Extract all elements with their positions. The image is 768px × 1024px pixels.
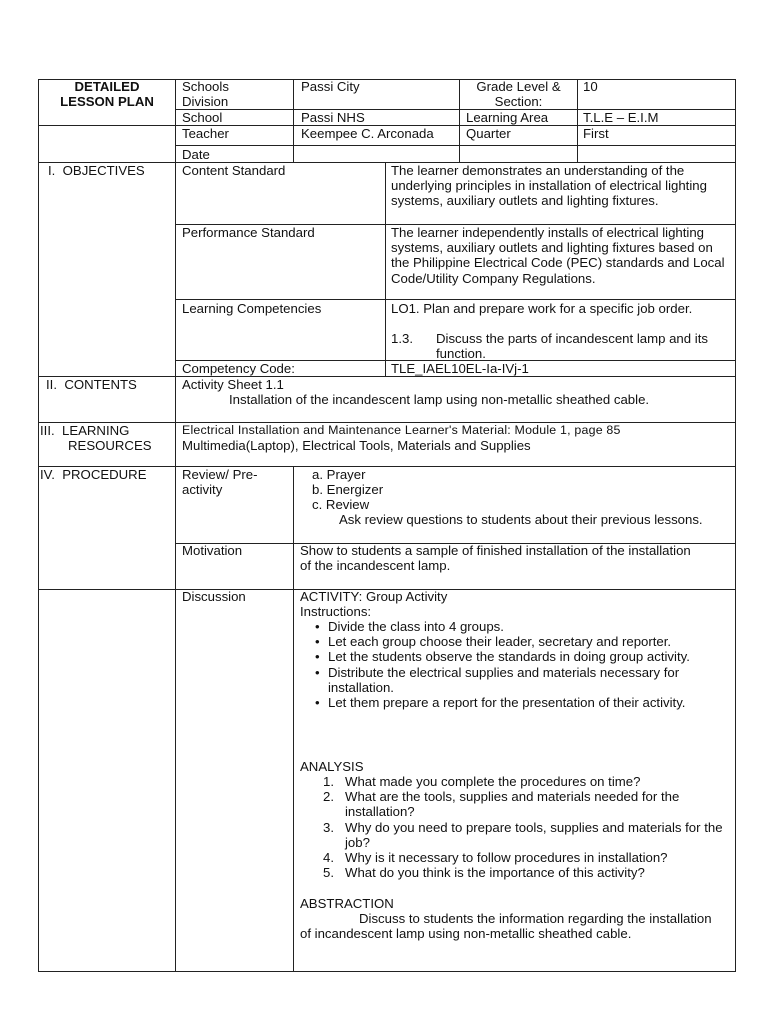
abstraction-text: Discuss to students the information regarding the installation of incandescent lamp using non-metallic sheathed cable. — [300, 911, 712, 942]
quarter-value: First — [583, 126, 609, 141]
question-text: Why do you need to prepare tools, supplies and materials for the job? — [345, 819, 723, 850]
instruction-item: • Divide the class into 4 groups. — [314, 619, 726, 634]
analysis-question — [323, 820, 723, 850]
contents-label: II. CONTENTS — [46, 377, 137, 392]
contents-line2: Installation of the incandescent lamp using non-metallic sheathed cable. — [229, 392, 650, 407]
question-number: 2. — [323, 789, 334, 805]
analysis-title: ANALYSIS — [300, 759, 364, 774]
school-label: School — [182, 110, 223, 125]
question-number: 4. — [323, 850, 334, 866]
question-text: What are the tools, supplies and materials needed for the installation? — [345, 789, 680, 820]
date-label: Date — [182, 147, 210, 162]
performance-standard-text: The learner independently installs of electrical lighting systems, auxiliary outlets and lighting fixtures based on the Philippine Electrical Code (PEC) standards and Local Code/Utility Company Regulations. — [391, 225, 725, 286]
review-text: Ask review questions to students about their previous lessons. — [339, 512, 703, 527]
analysis-question — [323, 850, 723, 865]
abstraction-title: ABSTRACTION — [300, 896, 394, 911]
learning-area-value: T.L.E – E.I.M — [583, 110, 659, 125]
schools-division-value: Passi City — [301, 79, 360, 94]
review-item-c: c. Review — [312, 497, 370, 512]
competency-code-label: Competency Code: — [182, 361, 295, 376]
learning-competency-text — [436, 331, 721, 361]
school-value: Passi NHS — [301, 110, 365, 125]
motivation-label: Motivation — [182, 543, 243, 558]
instruction-item: • Let the students observe the standards in doing group activity. — [314, 649, 726, 664]
instruction-item: • Let them prepare a report for the presentation of their activity. — [314, 695, 726, 710]
teacher-label: Teacher — [182, 126, 229, 141]
activity-instructions-list — [314, 619, 726, 710]
learning-competency-line: Discuss the parts of incandescent lamp and its function. — [436, 331, 708, 362]
question-number: 1. — [323, 774, 334, 789]
analysis-question — [323, 774, 723, 789]
competency-code-value: TLE_IAEL10EL-Ia-IVj-1 — [391, 361, 529, 376]
discussion-label: Discussion — [182, 589, 246, 604]
grade-level-label-2: Section: — [494, 94, 543, 109]
grade-level-value: 10 — [583, 79, 598, 94]
activity-title: ACTIVITY: Group Activity — [300, 589, 448, 604]
procedure-label: IV. PROCEDURE — [40, 467, 147, 482]
resources-line1: Electrical Installation and Maintenance Learner's Material: Module 1, page 85 — [182, 423, 621, 437]
teacher-value: Keempee C. Arconada — [301, 126, 434, 141]
instructions-label: Instructions: — [300, 604, 372, 619]
question-text: What made you complete the procedures on time? — [345, 774, 641, 789]
content-standard-text: The learner demonstrates an understanding of the underlying principles in installation of electrical lighting systems, auxiliary outlets and lighting fixtures. — [391, 163, 707, 209]
performance-standard-label: Performance Standard — [182, 225, 315, 240]
grade-level-label-1: Grade Level & — [476, 79, 561, 94]
objectives-label: I. OBJECTIVES — [48, 163, 145, 178]
analysis-question — [323, 865, 723, 880]
quarter-label: Quarter — [466, 126, 511, 141]
schools-division-label-1: Schools — [182, 79, 229, 94]
content-standard-label: Content Standard — [182, 163, 286, 178]
question-number: 5. — [323, 865, 334, 881]
learning-competency-number: 1.3. — [391, 331, 413, 346]
analysis-questions-list — [323, 774, 723, 880]
review-label-1: Review/ Pre- — [182, 467, 258, 482]
doc-title-line1: DETAILED — [74, 79, 140, 94]
learning-competencies-label: Learning Competencies — [182, 301, 322, 316]
doc-title-line2: LESSON PLAN — [60, 94, 154, 109]
question-text: What do you think is the importance of this activity? — [345, 865, 645, 881]
learning-resources-label-1: III. LEARNING — [40, 423, 130, 438]
review-label-2: activity — [182, 482, 223, 497]
question-number: 3. — [323, 819, 334, 835]
analysis-question — [323, 789, 723, 819]
resources-line2: Multimedia(Laptop), Electrical Tools, Materials and Supplies — [182, 438, 531, 453]
review-item-a: a. Prayer — [312, 467, 366, 482]
review-item-b: b. Energizer — [312, 482, 384, 497]
learning-area-label: Learning Area — [466, 110, 549, 125]
instruction-item: • Let each group choose their leader, secretary and reporter. — [314, 634, 726, 649]
question-text: Why is it necessary to follow procedures in installation? — [345, 850, 668, 866]
learning-resources-label-2: RESOURCES — [68, 438, 152, 453]
schools-division-label-2: Division — [182, 94, 229, 109]
contents-line1: Activity Sheet 1.1 — [182, 377, 284, 392]
instruction-item: • Distribute the electrical supplies and materials necessary for installation. — [314, 665, 726, 695]
learning-competency-lo1: LO1. Plan and prepare work for a specific job order. — [391, 301, 693, 316]
motivation-text: Show to students a sample of finished installation of the installation of the incandescent lamp. — [300, 543, 691, 574]
